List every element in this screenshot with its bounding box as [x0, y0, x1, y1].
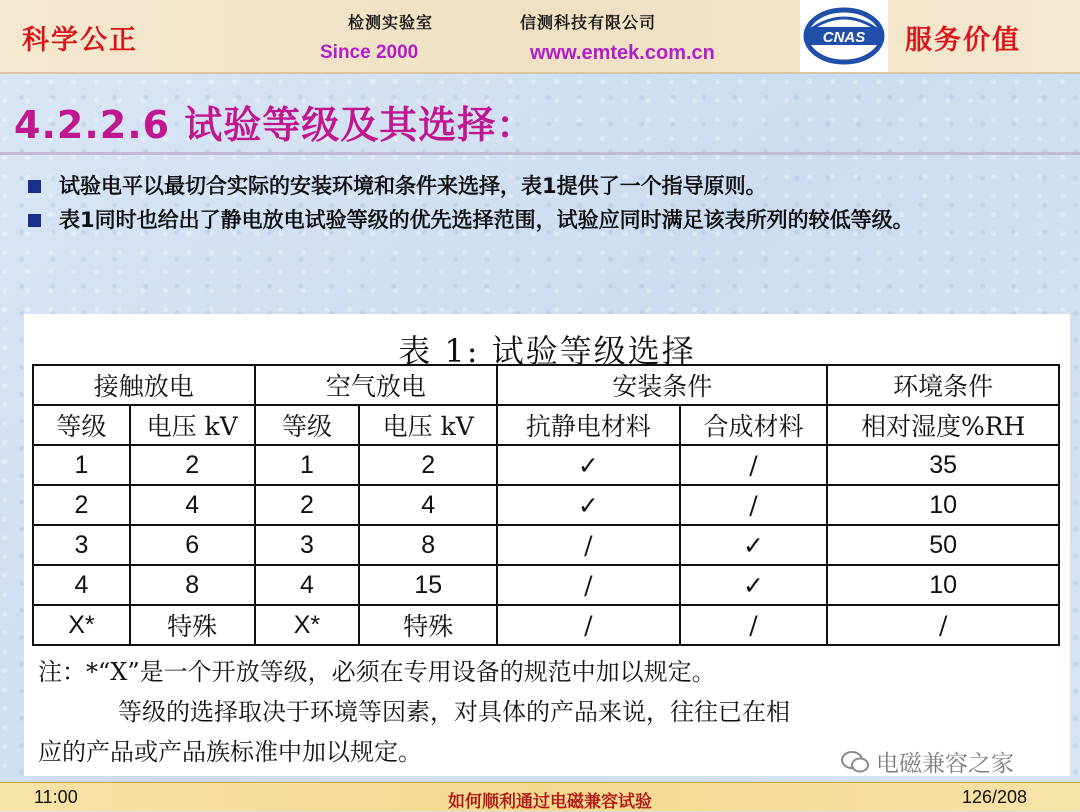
title-divider — [0, 152, 1080, 155]
footer-bar — [0, 782, 1080, 811]
table-cell: 2 — [255, 485, 360, 525]
table-cell: / — [680, 485, 828, 525]
table-cell: 10 — [827, 565, 1059, 605]
bullet-item — [24, 204, 1074, 236]
table-cell: X* — [255, 605, 360, 645]
col-level: 等级 — [255, 405, 360, 445]
website-link[interactable]: www.emtek.com.cn — [530, 42, 715, 64]
table-cell: ✓ — [680, 525, 828, 565]
slogan-right: 服务价值 — [905, 25, 1021, 56]
table-cell: 4 — [255, 565, 360, 605]
table-row — [33, 565, 1059, 605]
header-band — [0, 0, 1080, 74]
table-cell: 3 — [255, 525, 360, 565]
table-cell: 2 — [33, 485, 130, 525]
table-cell: 35 — [827, 445, 1059, 485]
table-cell: ✓ — [680, 565, 828, 605]
col-antistatic: 抗静电材料 — [497, 405, 680, 445]
table-cell: / — [497, 565, 680, 605]
header-air-discharge: 空气放电 — [255, 365, 498, 405]
slogan-left: 科学公正 — [22, 25, 138, 56]
table-cell: 6 — [130, 525, 255, 565]
table-row — [33, 445, 1059, 485]
table-cell: / — [497, 525, 680, 565]
page-number: 126/208 — [962, 787, 1028, 807]
table-cell: 2 — [130, 445, 255, 485]
lab-name: 检测实验室 — [348, 13, 434, 32]
col-voltage: 电压 kV — [130, 405, 255, 445]
table-panel — [24, 314, 1070, 776]
table-cell: 4 — [130, 485, 255, 525]
square-bullet-icon — [28, 214, 41, 227]
note-line: 等级的选择取决于环境等因素，对具体的产品来说，往往已在相 — [118, 698, 790, 726]
col-level: 等级 — [33, 405, 130, 445]
cnas-logo-icon — [800, 0, 888, 72]
table-cell: ✓ — [497, 445, 680, 485]
logo-text: CNAS — [822, 29, 866, 46]
bullet-list — [24, 170, 1074, 238]
cnas-logo — [800, 0, 888, 72]
table-cell: 1 — [255, 445, 360, 485]
table-cell: 10 — [827, 485, 1059, 525]
header-environment: 环境条件 — [827, 365, 1059, 405]
bullet-text: 表1同时也给出了静电放电试验等级的优先选择范围，试验应同时满足该表所列的较低等级。 — [59, 208, 914, 232]
table-cell: 8 — [130, 565, 255, 605]
watermark-text: 电磁兼容之家 — [876, 751, 1014, 777]
table-cell: 特殊 — [359, 605, 497, 645]
bullet-item — [24, 170, 1074, 202]
test-level-table — [32, 364, 1060, 646]
table-row — [33, 605, 1059, 645]
group-header-row — [33, 365, 1059, 405]
page-title: 4.2.2.6 试验等级及其选择： — [14, 103, 536, 147]
chat-bubble-icon — [840, 749, 870, 775]
table-cell: / — [680, 605, 828, 645]
table-row — [33, 485, 1059, 525]
watermark — [840, 745, 1014, 778]
col-voltage: 电压 kV — [359, 405, 497, 445]
header-installation: 安装条件 — [497, 365, 827, 405]
table-cell: 4 — [359, 485, 497, 525]
table-cell: 4 — [33, 565, 130, 605]
table-cell: X* — [33, 605, 130, 645]
table-cell: 特殊 — [130, 605, 255, 645]
company-name: 信测科技有限公司 — [520, 13, 657, 32]
bullet-text: 试验电平以最切合实际的安装环境和条件来选择，表1提供了一个指导原则。 — [59, 174, 767, 198]
table-row — [33, 525, 1059, 565]
table-cell: / — [680, 445, 828, 485]
table-cell: 8 — [359, 525, 497, 565]
col-humidity: 相对湿度%RH — [827, 405, 1059, 445]
table-cell: 2 — [359, 445, 497, 485]
header-contact-discharge: 接触放电 — [33, 365, 255, 405]
footer-title: 如何顺利通过电磁兼容试验 — [448, 792, 652, 812]
table-cell: 15 — [359, 565, 497, 605]
col-synthetic: 合成材料 — [680, 405, 828, 445]
note-line: 应的产品或产品族标准中加以规定。 — [38, 738, 422, 766]
table-title: 表 1: 试验等级选择 — [398, 332, 696, 370]
since-text: Since 2000 — [320, 42, 419, 63]
table-cell: 50 — [827, 525, 1059, 565]
footer-time: 11:00 — [34, 787, 78, 807]
square-bullet-icon — [28, 180, 41, 193]
sub-header-row — [33, 405, 1059, 445]
note-line: 注：*“X”是一个开放等级，必须在专用设备的规范中加以规定。 — [38, 658, 716, 686]
table-cell: / — [497, 605, 680, 645]
table-cell: 3 — [33, 525, 130, 565]
table-cell: / — [827, 605, 1059, 645]
table-cell: 1 — [33, 445, 130, 485]
table-cell: ✓ — [497, 485, 680, 525]
